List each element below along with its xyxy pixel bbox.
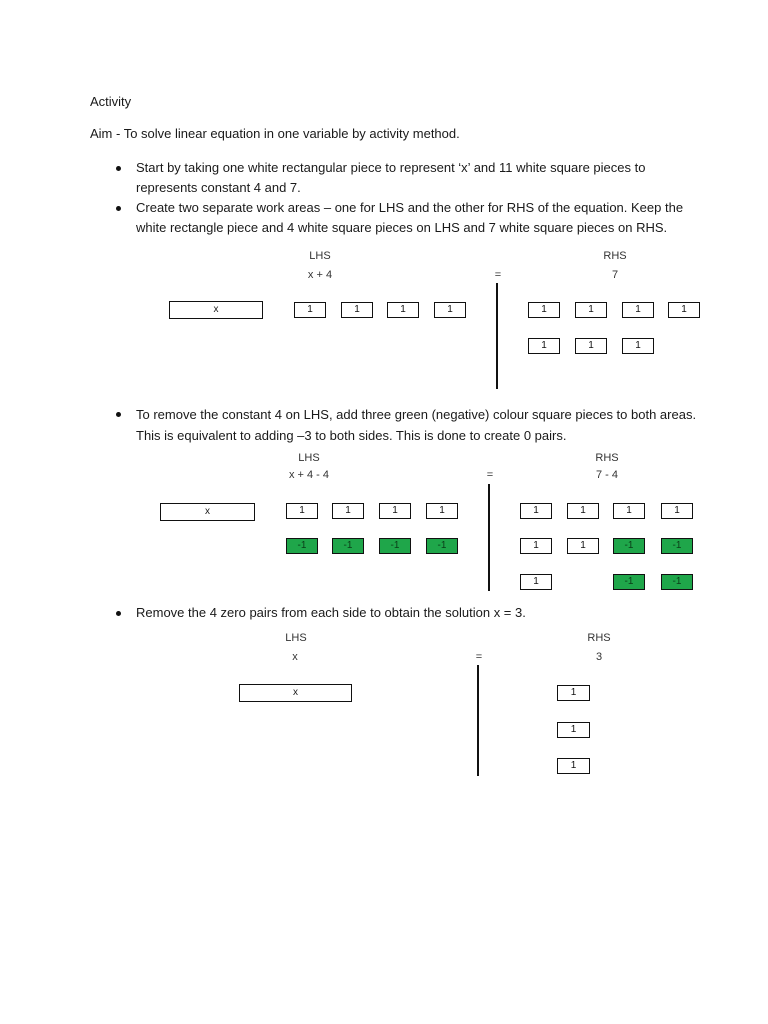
negative-tile: -1 — [613, 574, 645, 590]
bullet-1-line-1: Start by taking one white rectangular piece to represent ‘x’ and 11 white square pieces to — [136, 160, 646, 175]
unit-tile: 1 — [557, 685, 590, 701]
activity-heading: Activity — [90, 94, 132, 109]
unit-tile: 1 — [434, 302, 466, 318]
bullet-3-line-2: This is equivalent to adding –3 to both sides. This is done to create 0 pairs. — [136, 428, 567, 443]
unit-tile: 1 — [575, 302, 607, 318]
rhs-expression: 3 — [595, 651, 603, 663]
unit-tile: 1 — [567, 503, 599, 519]
divider-line — [496, 283, 498, 389]
negative-tile: -1 — [426, 538, 458, 554]
lhs-expression: x + 4 — [307, 269, 333, 281]
unit-tile: 1 — [557, 758, 590, 774]
negative-tile: -1 — [661, 574, 693, 590]
unit-tile: 1 — [332, 503, 364, 519]
unit-tile: 1 — [528, 302, 560, 318]
unit-tile: 1 — [613, 503, 645, 519]
equals-sign: = — [494, 269, 502, 281]
unit-tile: 1 — [622, 338, 654, 354]
unit-tile: 1 — [520, 538, 552, 554]
unit-tile: 1 — [294, 302, 326, 318]
bullet-2-line-1: Create two separate work areas – one for LHS and the other for RHS of the equation. Keep the — [136, 200, 684, 215]
unit-tile: 1 — [575, 338, 607, 354]
bullet-icon — [116, 206, 121, 211]
unit-tile: 1 — [379, 503, 411, 519]
unit-tile: 1 — [668, 302, 700, 318]
x-tile: x — [160, 503, 255, 521]
bullet-3-line-1: To remove the constant 4 on LHS, add three green (negative) colour square pieces to both areas. — [136, 407, 697, 422]
lhs-title: LHS — [298, 452, 320, 464]
lhs-expression: x — [292, 651, 298, 663]
negative-tile: -1 — [332, 538, 364, 554]
rhs-expression: 7 — [611, 269, 619, 281]
rhs-title: RHS — [595, 452, 619, 464]
negative-tile: -1 — [661, 538, 693, 554]
lhs-expression: x + 4 - 4 — [288, 469, 330, 481]
x-tile: x — [169, 301, 263, 319]
equals-sign: = — [486, 469, 494, 481]
unit-tile: 1 — [520, 503, 552, 519]
negative-tile: -1 — [379, 538, 411, 554]
bullet-icon — [116, 412, 121, 417]
unit-tile: 1 — [387, 302, 419, 318]
rhs-title: RHS — [603, 250, 627, 262]
unit-tile: 1 — [567, 538, 599, 554]
negative-tile: -1 — [613, 538, 645, 554]
divider-line — [488, 484, 490, 591]
unit-tile: 1 — [520, 574, 552, 590]
unit-tile: 1 — [622, 302, 654, 318]
lhs-title: LHS — [309, 250, 331, 262]
rhs-title: RHS — [587, 632, 611, 644]
unit-tile: 1 — [286, 503, 318, 519]
unit-tile: 1 — [426, 503, 458, 519]
rhs-expression: 7 - 4 — [595, 469, 618, 481]
aim-text: Aim - To solve linear equation in one variable by activity method. — [90, 126, 460, 141]
bullet-2-line-2: white rectangle piece and 4 white square pieces on LHS and 7 white square pieces on RHS. — [136, 220, 668, 235]
negative-tile: -1 — [286, 538, 318, 554]
unit-tile: 1 — [341, 302, 373, 318]
divider-line — [477, 665, 479, 776]
unit-tile: 1 — [528, 338, 560, 354]
unit-tile: 1 — [557, 722, 590, 738]
bullet-icon — [116, 166, 121, 171]
lhs-title: LHS — [285, 632, 307, 644]
x-tile: x — [239, 684, 352, 702]
bullet-icon — [116, 611, 121, 616]
bullet-4-line-1: Remove the 4 zero pairs from each side to obtain the solution x = 3. — [136, 605, 526, 620]
bullet-1-line-2: represents constant 4 and 7. — [136, 180, 301, 195]
unit-tile: 1 — [661, 503, 693, 519]
equals-sign: = — [475, 651, 483, 663]
